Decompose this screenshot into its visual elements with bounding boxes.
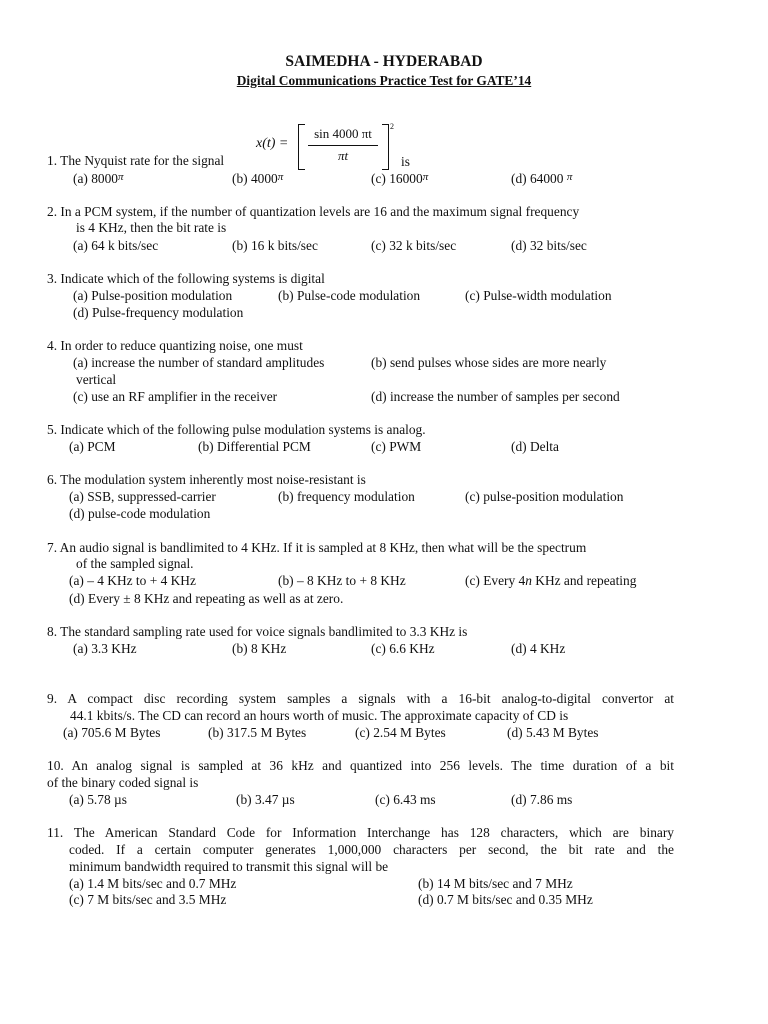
q3-option-c: (c) Pulse-width modulation (465, 288, 612, 303)
q1-stem: 1. The Nyquist rate for the signal (47, 153, 225, 168)
formula-left-bracket (298, 124, 305, 170)
q1-option-b (232, 171, 283, 188)
q2-option-d: (d) 32 bits/sec (511, 238, 587, 253)
q3-stem: 3. Indicate which of the following systems is digital (47, 271, 325, 286)
q9-option-d: (d) 5.43 M Bytes (507, 725, 599, 740)
q5-stem: 5. Indicate which of the following pulse modulation systems is analog. (47, 422, 426, 437)
pi-symbol: π (277, 171, 284, 183)
q7-stem-line1: 7. An audio signal is bandlimited to 4 KHz. If it is sampled at 8 KHz, then what will be the spectrum (47, 540, 587, 555)
q10-option-a: (a) 5.78 µs (69, 792, 127, 807)
q7-option-c-prefix: (c) Every 4 (465, 573, 526, 588)
q7-option-d: (d) Every ± 8 KHz and repeating as well as at zero. (69, 591, 344, 606)
q11-option-b: (b) 14 M bits/sec and 7 MHz (418, 876, 573, 891)
q4-option-c: (c) use an RF amplifier in the receiver (73, 389, 278, 404)
q1-stem-tail: is (401, 154, 410, 169)
q9-option-a: (a) 705.6 M Bytes (63, 725, 161, 740)
q8-stem: 8. The standard sampling rate used for voice signals bandlimited to 3.3 KHz is (47, 624, 468, 639)
q4-option-a: (a) increase the number of standard amplitudes (73, 355, 325, 370)
q1-option-a-text: (a) 8000 (73, 171, 118, 186)
q4-option-b-continued: vertical (76, 372, 117, 387)
pi-symbol: π (422, 171, 429, 183)
q3-option-a: (a) Pulse-position modulation (73, 288, 233, 303)
q3-option-b: (b) Pulse-code modulation (278, 288, 421, 303)
q5-option-d: (d) Delta (511, 439, 559, 454)
formula-right-bracket (382, 124, 389, 170)
q2-option-b: (b) 16 k bits/sec (232, 238, 318, 253)
nyquist-signal-formula (256, 124, 416, 176)
q6-option-b: (b) frequency modulation (278, 489, 415, 504)
q7-option-c-variable: n (525, 573, 532, 588)
q10-option-d: (d) 7.86 ms (511, 792, 573, 807)
q10-stem-line1: 10. An analog signal is sampled at 36 kHz and quantized into 256 levels. The time duration of a bit (47, 758, 674, 773)
q10-option-c: (c) 6.43 ms (375, 792, 436, 807)
q11-option-a: (a) 1.4 M bits/sec and 0.7 MHz (69, 876, 237, 891)
q1-option-d (511, 171, 572, 188)
q11-stem-line3: minimum bandwidth required to transmit this signal will be (69, 859, 389, 874)
formula-lhs: x(t) = (256, 136, 289, 151)
q2-option-a: (a) 64 k bits/sec (73, 238, 159, 253)
q9-option-b: (b) 317.5 M Bytes (208, 725, 307, 740)
q11-stem-line2: coded. If a certain computer generates 1,000,000 characters per second, the bit rate and the (69, 842, 674, 857)
q10-option-b: (b) 3.47 µs (236, 792, 295, 807)
q8-option-a: (a) 3.3 KHz (73, 641, 137, 656)
formula-exponent: 2 (390, 122, 394, 131)
formula-fraction-bar (308, 145, 378, 146)
q7-option-b: (b) – 8 KHz to + 8 KHz (278, 573, 406, 588)
q7-option-a: (a) – 4 KHz to + 4 KHz (69, 573, 196, 588)
q8-option-d: (d) 4 KHz (511, 641, 566, 656)
q2-stem-line2: is 4 KHz, then the bit rate is (76, 220, 227, 235)
q7-option-c (465, 573, 636, 589)
pi-symbol: π (566, 171, 573, 183)
q7-option-c-suffix: KHz and repeating (531, 573, 637, 588)
q2-stem-line1: 2. In a PCM system, if the number of quantization levels are 16 and the maximum signal frequency (47, 204, 580, 219)
q8-option-c: (c) 6.6 KHz (371, 641, 435, 656)
q4-option-d: (d) increase the number of samples per second (371, 389, 620, 404)
q9-stem-line2: 44.1 kbits/s. The CD can record an hours worth of music. The approximate capacity of CD is (70, 708, 569, 723)
q3-option-d: (d) Pulse-frequency modulation (73, 305, 244, 320)
q2-option-c: (c) 32 k bits/sec (371, 238, 457, 253)
q5-option-a: (a) PCM (69, 439, 116, 454)
q11-stem-line1: 11. The American Standard Code for Information Interchange has 128 characters, which are binary (47, 825, 674, 840)
q5-option-b: (b) Differential PCM (198, 439, 311, 454)
q11-option-c: (c) 7 M bits/sec and 3.5 MHz (69, 892, 227, 907)
formula-denominator: πt (337, 148, 349, 163)
q6-option-d: (d) pulse-code modulation (69, 506, 211, 521)
q8-option-b: (b) 8 KHz (232, 641, 287, 656)
q6-stem: 6. The modulation system inherently most noise-resistant is (47, 472, 366, 487)
q6-option-c: (c) pulse-position modulation (465, 489, 624, 504)
q1-option-a (73, 171, 124, 188)
q4-option-b: (b) send pulses whose sides are more nearly (371, 355, 607, 370)
q1-option-d-text: (d) 64000 (511, 171, 564, 186)
formula-numerator: sin 4000 πt (314, 126, 372, 141)
q4-stem: 4. In order to reduce quantizing noise, one must (47, 338, 303, 353)
q11-option-d: (d) 0.7 M bits/sec and 0.35 MHz (418, 892, 593, 907)
q1-option-c-text: (c) 16000 (371, 171, 423, 186)
q5-option-c: (c) PWM (371, 439, 422, 454)
q1-option-c (371, 171, 428, 188)
page-subtitle: Digital Communications Practice Test for GATE’14 (236, 73, 532, 88)
q9-option-c: (c) 2.54 M Bytes (355, 725, 446, 740)
page-title: SAIMEDHA - HYDERABAD (285, 53, 483, 70)
q6-option-a: (a) SSB, suppressed-carrier (69, 489, 216, 504)
q7-stem-line2: of the sampled signal. (76, 556, 194, 571)
q1-option-b-text: (b) 4000 (232, 171, 278, 186)
q10-stem-line2: of the binary coded signal is (47, 775, 199, 790)
pi-symbol: π (118, 171, 124, 183)
q9-stem-line1: 9. A compact disc recording system samples a signals with a 16-bit analog-to-digital convertor at (47, 691, 674, 706)
